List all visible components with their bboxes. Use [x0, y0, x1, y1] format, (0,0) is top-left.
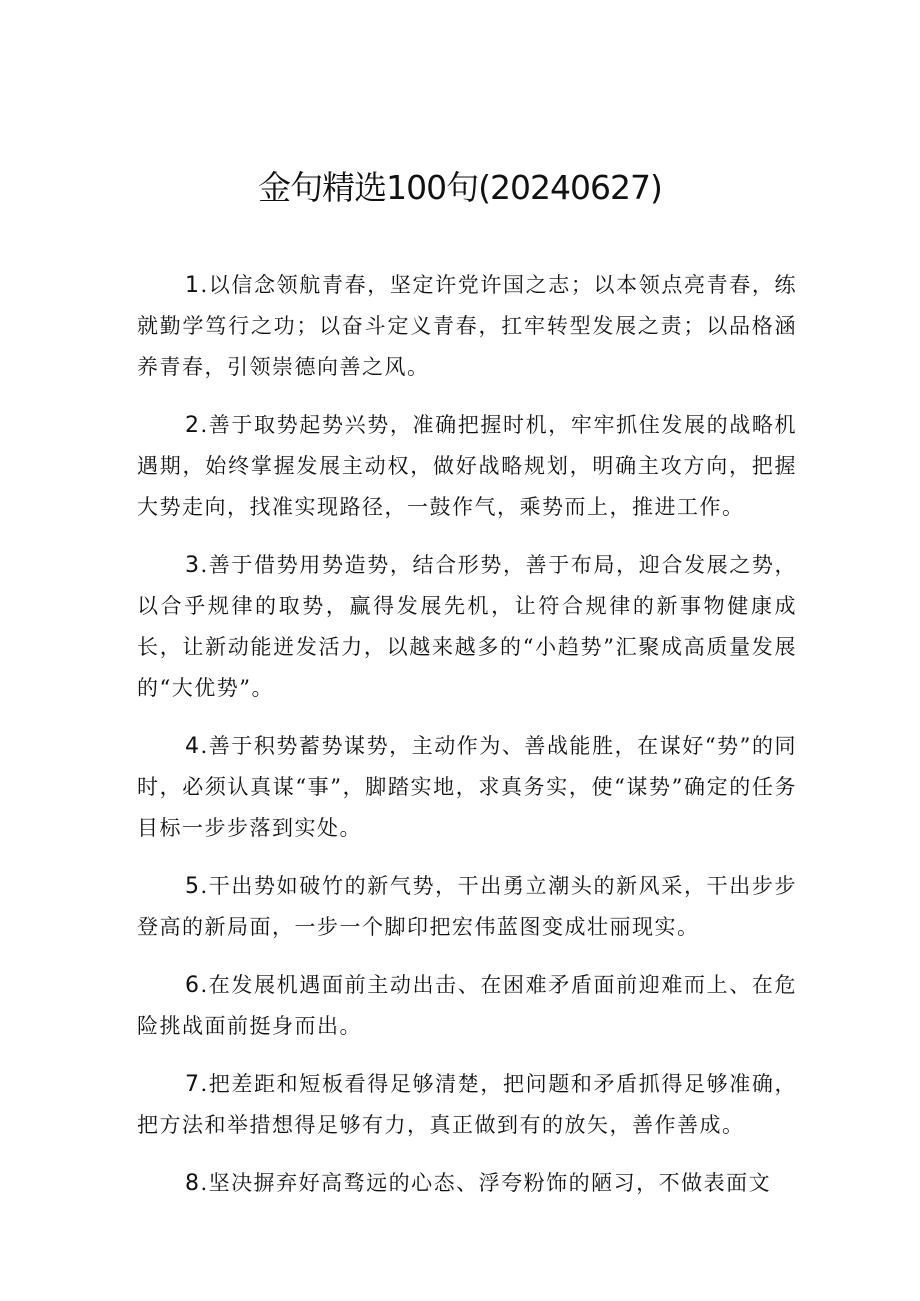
paragraph-text: .善于借势用势造势，结合形势，善于布局，迎合发展之势，以合乎规律的取势，赢得发展先机，让符合规律的新事物健康成长，让新动能迸发活力，以越来越多的“小趋势”汇聚成高质量发展的“大优势”。	[137, 553, 797, 700]
paragraph-5	[137, 866, 797, 948]
paragraph-text: .善于积势蓄势谋势，主动作为、善战能胜，在谋好“势”的同时，必须认真谋“事”，脚踏实地，求真务实，使“谋势”确定的任务目标一步步落到实处。	[137, 734, 797, 840]
paragraph-text: .以信念领航青春，坚定许党许国之志；以本领点亮青春，练就勤学笃行之功；以奋斗定义青春，扛牢转型发展之责；以品格涵养青春，引领崇德向善之风。	[137, 273, 797, 379]
paragraph-number: 7	[185, 1072, 201, 1097]
paragraph-number: 6	[185, 973, 201, 998]
paragraph-number: 1	[185, 273, 201, 298]
paragraph-number: 8	[185, 1171, 201, 1196]
paragraph-number: 4	[185, 734, 201, 759]
paragraph-7	[137, 1064, 797, 1146]
paragraph-6	[137, 965, 797, 1047]
paragraph-4	[137, 726, 797, 849]
paragraph-3	[137, 545, 797, 709]
paragraph-number: 2	[185, 413, 201, 438]
paragraph-text: .善于取势起势兴势，准确把握时机，牢牢抓住发展的战略机遇期，始终掌握发展主动权，做好战略规划，明确主攻方向，把握大势走向，找准实现路径，一鼓作气，乘势而上，推进工作。	[137, 413, 797, 519]
paragraph-8	[137, 1163, 797, 1204]
paragraph-text: .在发展机遇面前主动出击、在困难矛盾面前迎难而上、在危险挑战面前挺身而出。	[137, 973, 797, 1038]
paragraph-number: 3	[185, 553, 201, 578]
document-body	[137, 265, 797, 1221]
paragraph-text: .干出势如破竹的新气势，干出勇立潮头的新风采，干出步步登高的新局面，一步一个脚印把宏伟蓝图变成壮丽现实。	[137, 874, 797, 939]
paragraph-number: 5	[185, 874, 201, 899]
paragraph-1	[137, 265, 797, 388]
paragraph-text: .坚决摒弃好高骛远的心态、浮夸粉饰的陋习，不做表面文	[200, 1171, 772, 1195]
paragraph-2	[137, 405, 797, 528]
paragraph-text: .把差距和短板看得足够清楚，把问题和矛盾抓得足够准确，把方法和举措想得足够有力，真正做到有的放矢，善作善成。	[137, 1072, 797, 1137]
document-title: 金句精选100句(20240627)	[258, 168, 662, 207]
